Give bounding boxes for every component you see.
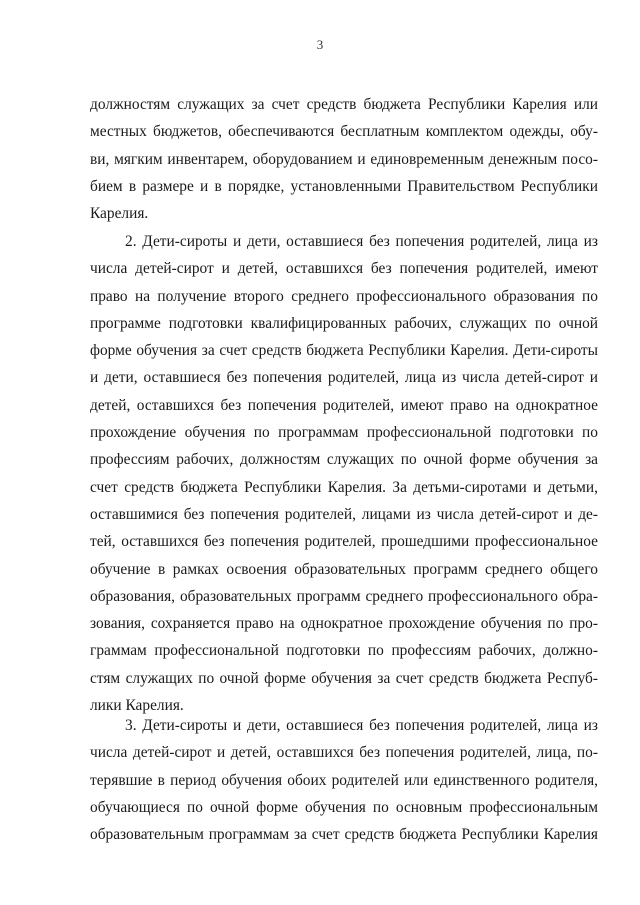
text-line: числа детей-сирот и детей, оставшихся без попечения родителей, лица, по- <box>90 744 598 762</box>
text-line: Карелия. <box>90 205 149 223</box>
paragraph-3 <box>90 712 598 848</box>
text-line: оставшимися без попечения родителей, лицами из числа детей-сирот и де- <box>90 505 598 523</box>
text-line: 2. Дети-сироты и дети, оставшиеся без попечения родителей, лица из <box>125 233 598 250</box>
text-line: программе подготовки квалифицированных рабочих, служащих по очной <box>90 314 598 332</box>
text-line: обучение в рамках освоения образовательных программ среднего общего <box>90 560 598 578</box>
text-line: прохождение обучения по программам профессиональной подготовки по <box>90 424 598 442</box>
text-line: и дети, оставшиеся без попечения родителей, лица из числа детей-сирот и <box>90 369 598 387</box>
text-line: детей, оставшихся без попечения родителей, имеют право на однократное <box>90 396 598 414</box>
text-line: граммам профессиональной подготовки по профессиям рабочих, должно- <box>90 642 598 660</box>
text-line: бием в размере и в порядке, установленными Правительством Республики <box>90 177 598 195</box>
page-number: 3 <box>316 37 324 52</box>
text-line: профессиям рабочих, должностям служащих по очной форме обучения за <box>90 451 598 469</box>
text-line: обучающиеся по очной форме обучения по основным профессиональным <box>90 798 598 816</box>
paragraph-2 <box>90 228 598 719</box>
text-line: право на получение второго среднего профессионального образования по <box>90 287 598 305</box>
text-line: тей, оставшихся без попечения родителей, прошедшими профессиональное <box>90 533 598 551</box>
text-line: 3. Дети-сироты и дети, оставшиеся без попечения родителей, лица из <box>125 717 598 734</box>
text-line: терявшие в период обучения обоих родителей или единственного родителя, <box>90 771 598 789</box>
text-line: форме обучения за счет средств бюджета Республики Карелия. Дети-сироты <box>90 342 598 360</box>
text-line: стям служащих по очной форме обучения за счет средств бюджета Респуб- <box>90 669 598 687</box>
text-line: лики Карелия. <box>90 697 184 715</box>
text-line: числа детей-сирот и детей, оставшихся без попечения родителей, имеют <box>90 260 598 278</box>
text-line: счет средств бюджета Республики Карелия. За детьми-сиротами и детьми, <box>90 478 598 496</box>
text-line: ви, мягким инвентарем, оборудованием и единовременным денежным посо- <box>90 150 598 168</box>
text-line: местных бюджетов, обеспечиваются бесплатным комплектом одежды, обу- <box>90 123 598 141</box>
text-line: должностям служащих за счет средств бюджета Республики Карелия или <box>90 96 598 113</box>
text-line: образовательным программам за счет средств бюджета Республики Карелия <box>90 826 598 844</box>
paragraph-1 <box>90 91 598 227</box>
text-line: образования, образовательных программ среднего профессионального обра- <box>90 587 598 605</box>
text-line: зования, сохраняется право на однократное прохождение обучения по про- <box>90 615 598 633</box>
